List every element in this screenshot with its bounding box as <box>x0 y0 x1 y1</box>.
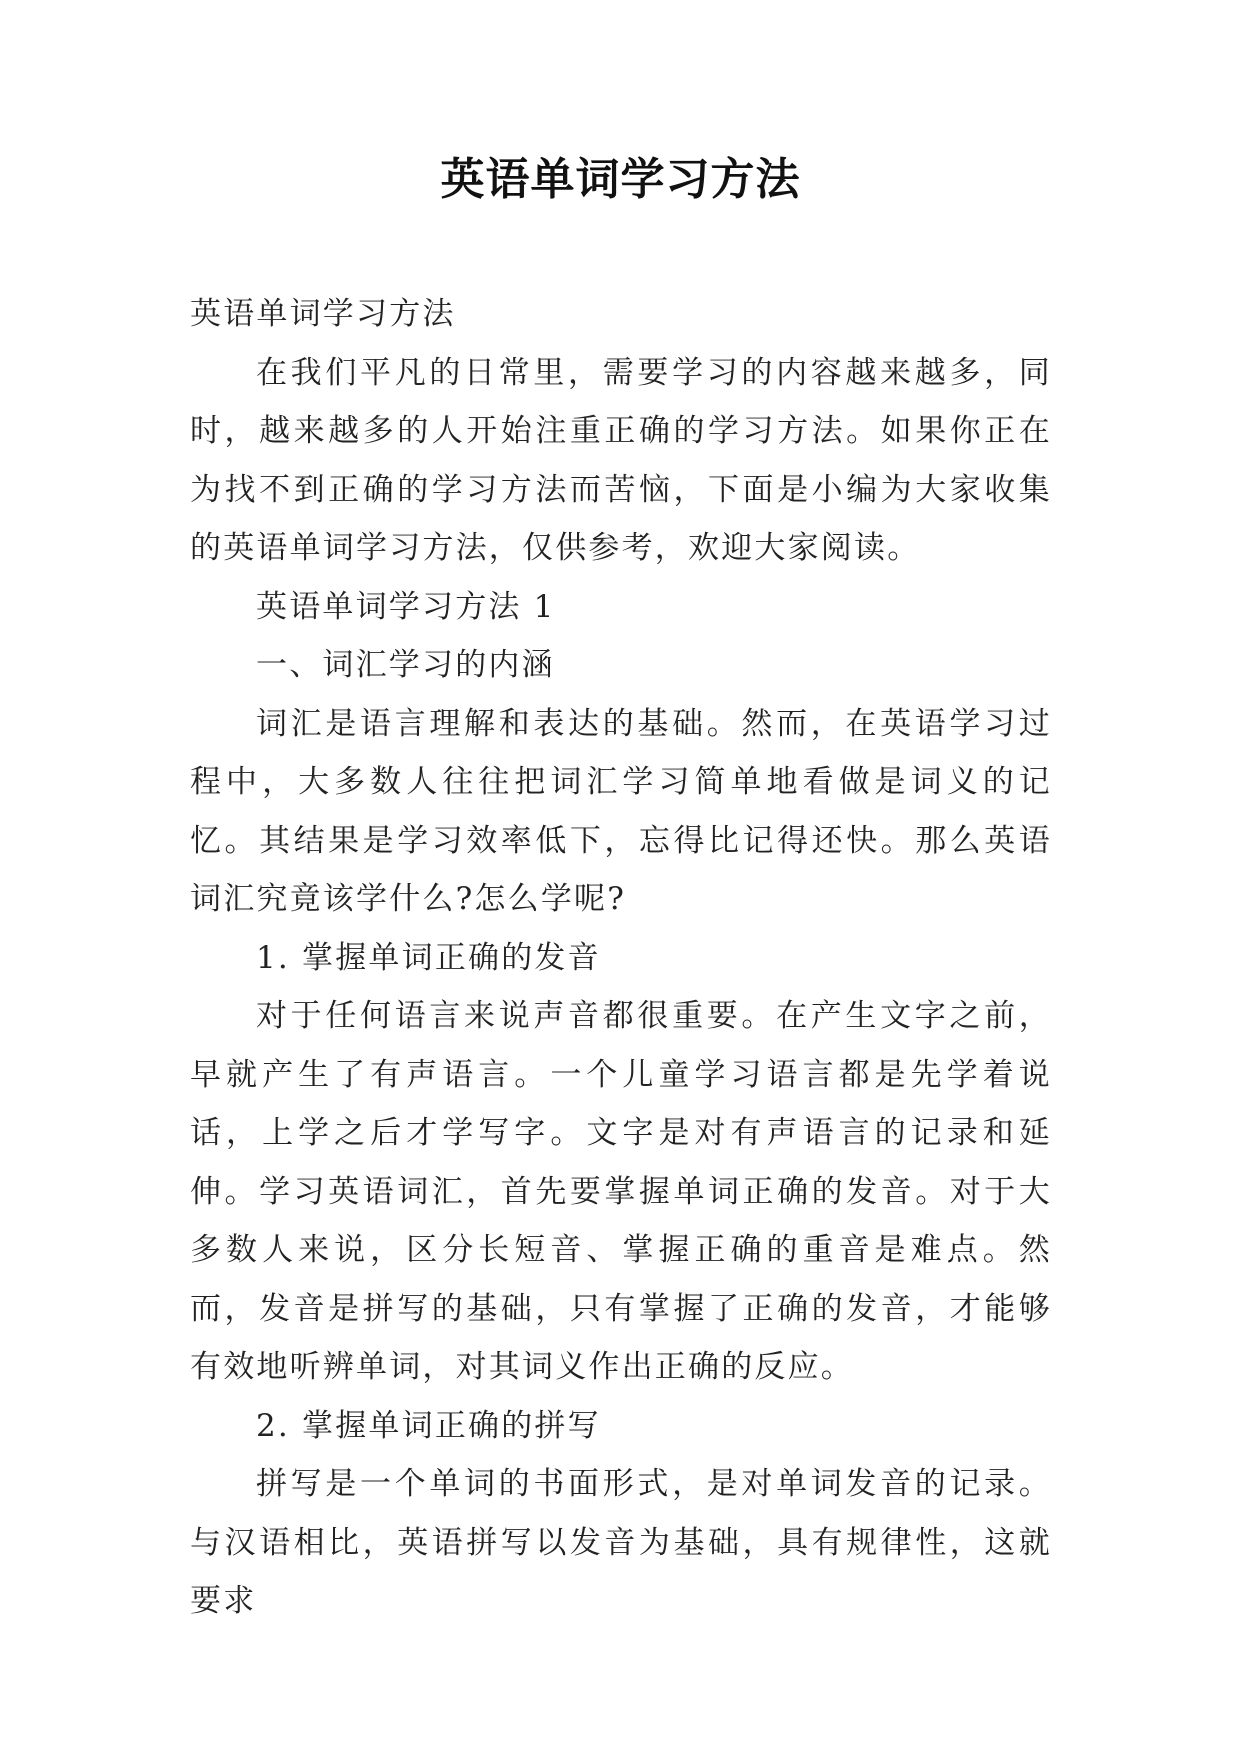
paragraph-intro: 在我们平凡的日常里，需要学习的内容越来越多，同时，越来越多的人开始注重正确的学习方法。如果你正在为找不到正确的学习方法而苦恼，下面是小编为大家收集的英语单词学习方法，仅供参考，欢迎大家阅读。 <box>190 354 1052 566</box>
page-title: 英语单词学习方法 <box>440 154 801 205</box>
section-heading-method-1: 英语单词学习方法 1 <box>256 588 556 625</box>
paragraph-spelling: 拼写是一个单词的书面形式，是对单词发音的记录。与汉语相比，英语拼写以发音为基础，具有规律性，这就要求 <box>190 1466 1052 1619</box>
paragraph-heading: 英语单词学习方法 <box>190 296 456 332</box>
item-heading-pronunciation: 1. 掌握单词正确的发音 <box>256 939 601 976</box>
subsection-heading-vocabulary: 一、词汇学习的内涵 <box>256 647 555 683</box>
paragraph-vocabulary: 词汇是语言理解和表达的基础。然而，在英语学习过程中，大多数人往往把词汇学习简单地看做是词义的记忆。其结果是学习效率低下，忘得比记得还快。那么英语词汇究竟该学什么?怎么学呢? <box>190 705 1052 917</box>
item-heading-spelling: 2. 掌握单词正确的拼写 <box>256 1407 601 1444</box>
document-body <box>190 285 1052 1631</box>
paragraph-pronunciation: 对于任何语言来说声音都很重要。在产生文字之前，早就产生了有声语言。一个儿童学习语言都是先学着说话，上学之后才学写字。文字是对有声语言的记录和延伸。学习英语词汇，首先要掌握单词正确的发音。对于大多数人来说，区分长短音、掌握正确的重音是难点。然而，发音是拼写的基础，只有掌握了正确的发音，才能够有效地听辨单词，对其词义作出正确的反应。 <box>190 998 1052 1385</box>
